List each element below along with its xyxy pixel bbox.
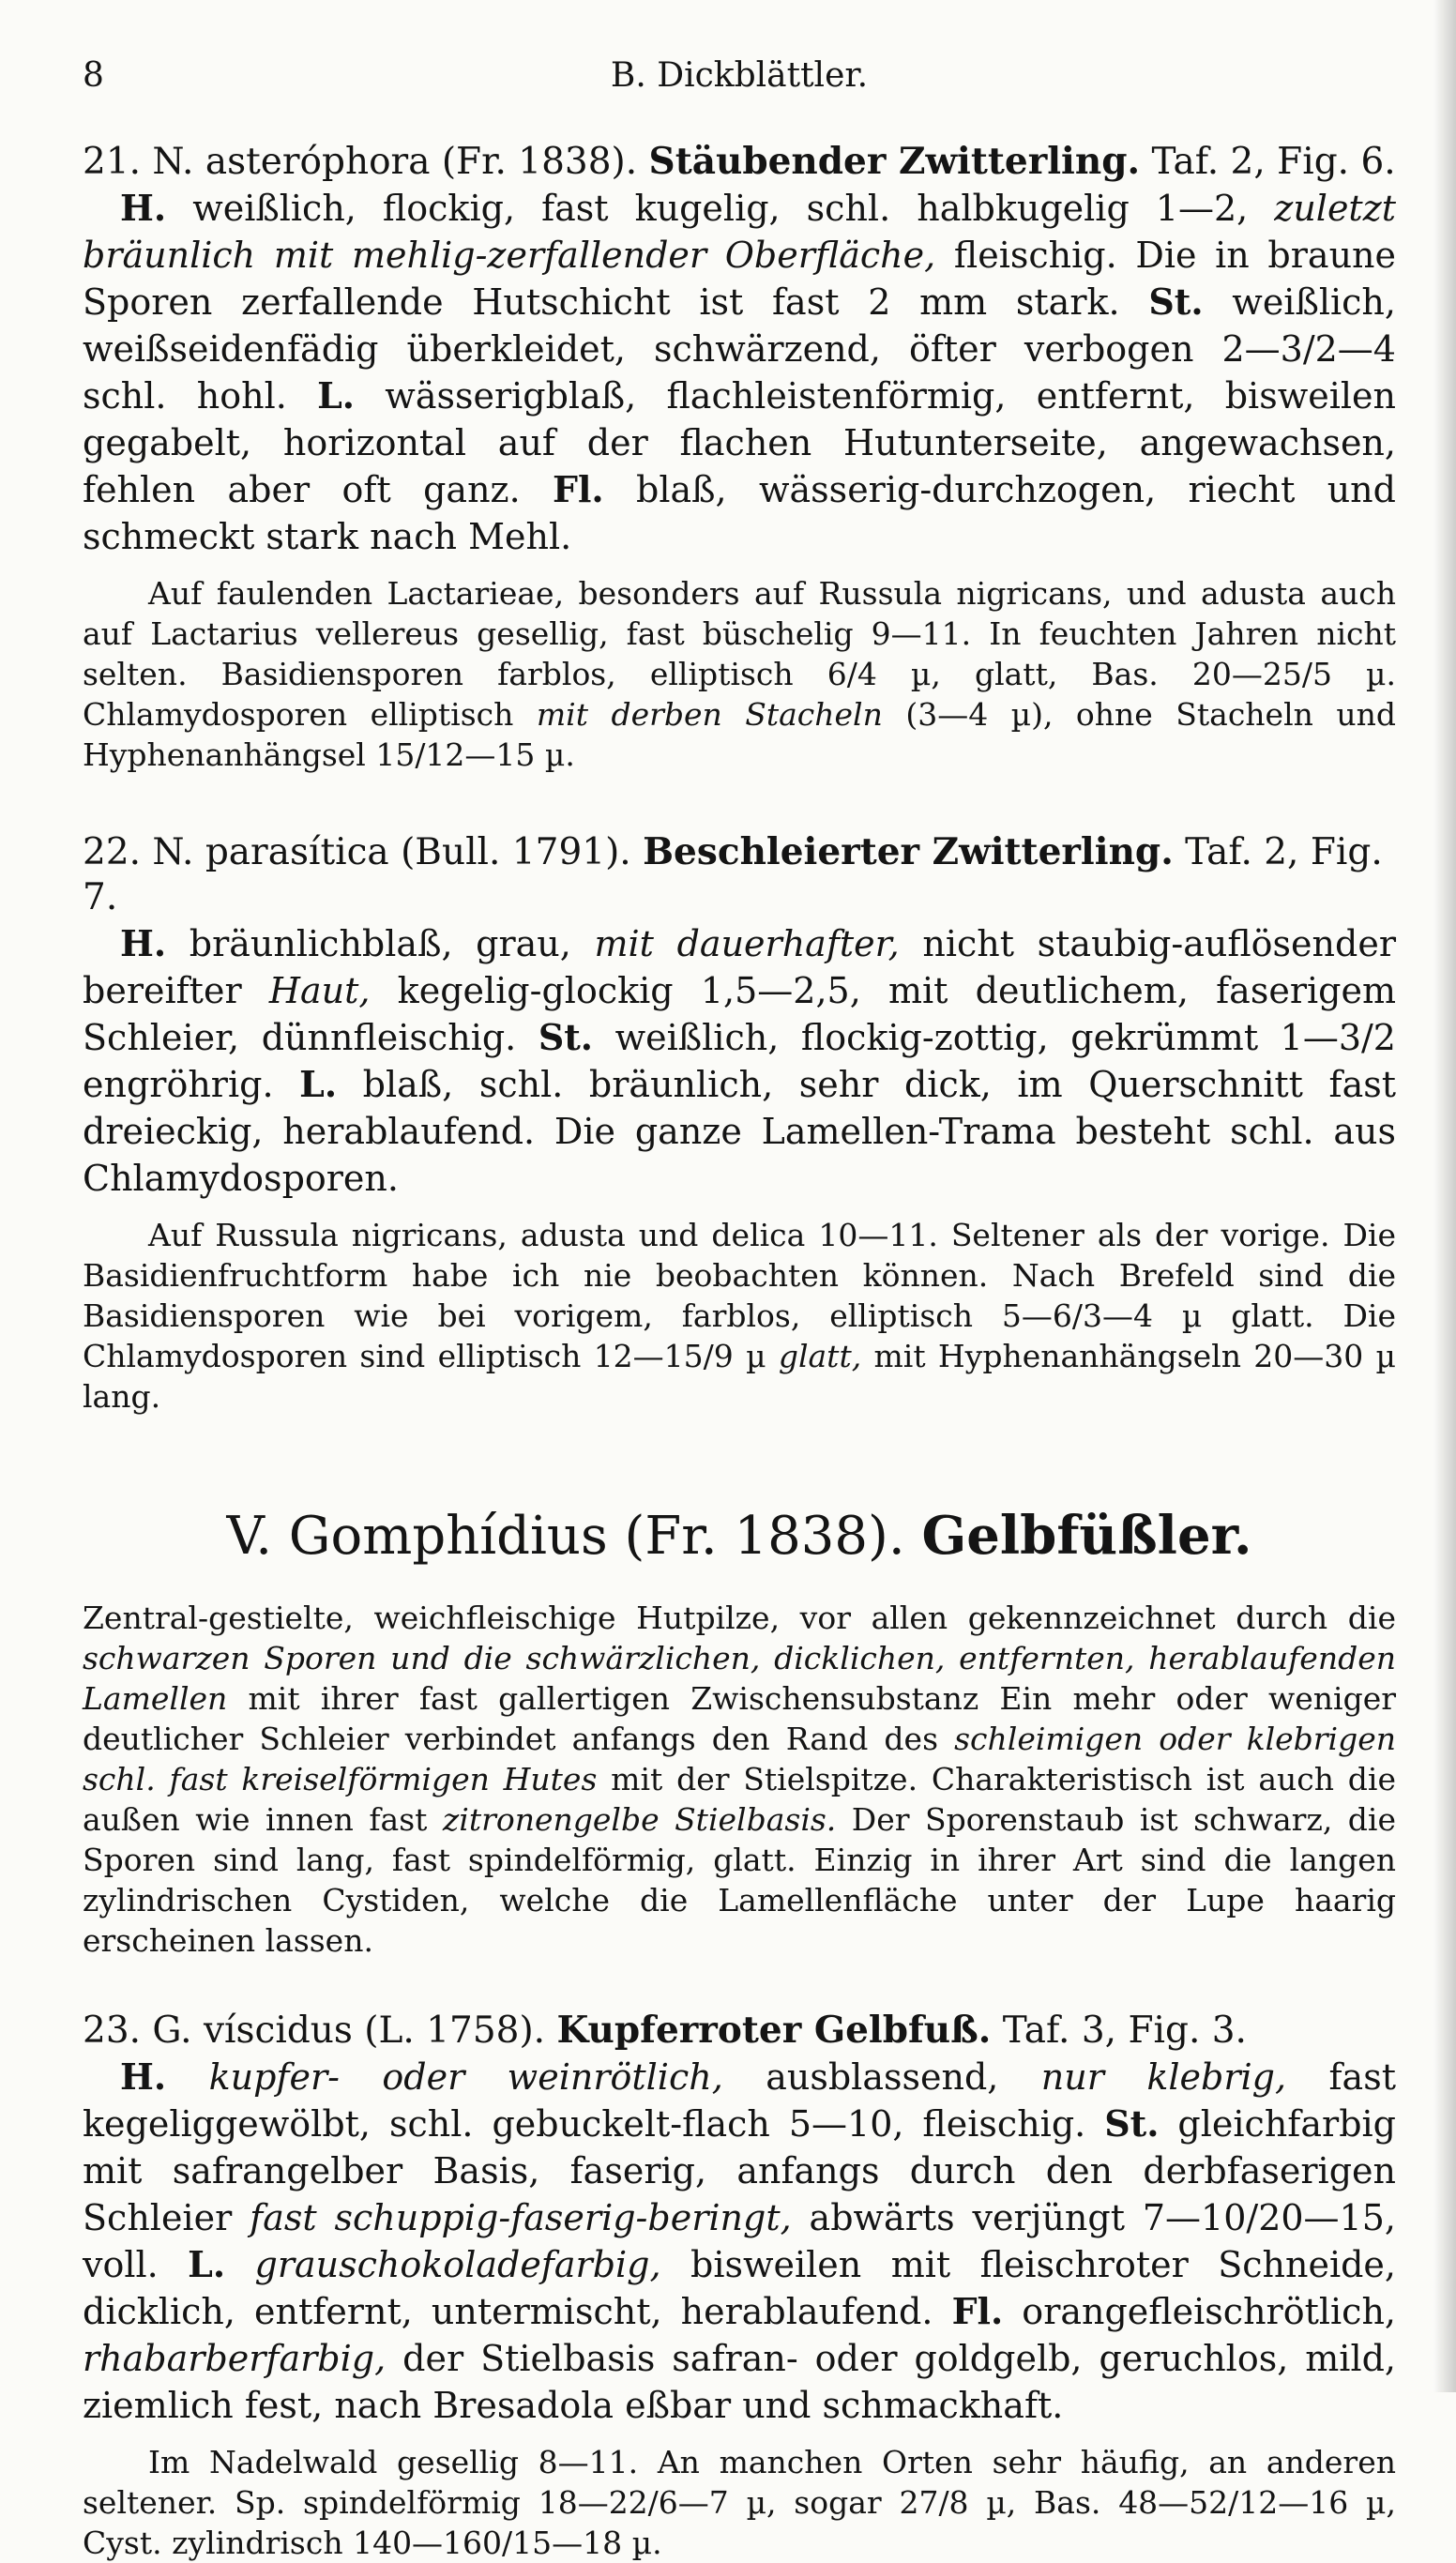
emphasis-text: grauschokoladefarbig, xyxy=(254,2244,661,2285)
body-run: orangefleischrötlich, xyxy=(1003,2291,1396,2332)
emphasis-text: nur klebrig, xyxy=(1040,2056,1287,2098)
body-run: weißlich, flockig-zottig, gekrümmt 1—3/2 engröhrig. xyxy=(83,1017,1396,1105)
body-run xyxy=(225,2244,254,2285)
emphasis-text: kupfer- oder weinrötlich, xyxy=(208,2056,723,2098)
genus-description xyxy=(83,1598,1396,1961)
emphasis-text: mit derben Stacheln xyxy=(536,696,883,733)
body-run: mit der Stielspitze. Charakteristisch ist auch die außen wie innen fast xyxy=(83,1761,1396,1838)
entry-note-21 xyxy=(83,573,1396,775)
entry-common-name: Kupferroter Gelbfuß. xyxy=(556,2009,992,2052)
body-run: mit Hyphenanhängseln 20—30 µ lang. xyxy=(83,1338,1396,1415)
emphasis-text: schleimigen oder klebrigen schl. fast kreiselförmigen Hutes xyxy=(83,1721,1397,1797)
entry-note-23 xyxy=(83,2442,1396,2563)
field-label: L. xyxy=(299,1063,338,1105)
running-title: B. Dickblättler. xyxy=(610,56,869,95)
field-label: L. xyxy=(188,2243,226,2285)
body-run xyxy=(166,2056,208,2098)
entry-description-22 xyxy=(83,920,1396,1202)
emphasis-text: Haut, xyxy=(268,970,371,1011)
entry-plate-ref: Taf. 3, Fig. 3. xyxy=(1002,2009,1247,2052)
entry-plate-ref: Taf. 2, Fig. 7. xyxy=(83,831,1383,918)
body-run: Der Sporenstaub ist schwarz, die Sporen sind lang, fast spindelförmig, glatt. Einzig in ihrer Art sind die langen zylindrischen Cystiden, welche die Lamellenfläche unter der Lupe haarig erscheinen lassen. xyxy=(83,1801,1396,1959)
body-run: fast kegeliggewölbt, schl. gebuckelt-flach 5—10, fleischig. xyxy=(83,2056,1396,2145)
field-label: St. xyxy=(538,1016,594,1058)
entry-title-23 xyxy=(83,2008,1396,2054)
emphasis-text: mit dauerhafter, xyxy=(594,923,900,964)
entry-title-22 xyxy=(83,829,1396,920)
body-run: nicht staubig-auflösender bereifter xyxy=(83,923,1396,1011)
body-run: mit ihrer fast gallertigen Zwischensubstanz Ein mehr oder weniger deutlicher Schleier verbindet anfangs den Rand des xyxy=(83,1680,1396,1757)
entry-number-name: 23. G. víscidus (L. 1758). xyxy=(83,2009,546,2052)
body-run: blaß, wässerig-durchzogen, riecht und schmeckt stark nach Mehl. xyxy=(83,469,1396,557)
running-head xyxy=(83,56,1396,101)
body-run: weißlich, weißseidenfädig überkleidet, schwärzend, öfter verbogen 2—3/2—4 schl. hohl. xyxy=(83,281,1396,417)
body-run: bisweilen mit fleischroter Schneide, dicklich, entfernt, untermischt, herablaufend. xyxy=(83,2244,1396,2332)
entry-note-22 xyxy=(83,1215,1396,1417)
emphasis-text: zuletzt bräunlich mit mehlig-zerfallender Oberfläche, xyxy=(83,188,1396,276)
field-label: St. xyxy=(1104,2102,1160,2145)
field-label: H. xyxy=(120,2055,167,2098)
body-run: (3—4 µ), ohne Stacheln und Hyphenanhängsel 15/12—15 µ. xyxy=(83,696,1396,773)
emphasis-text: glatt, xyxy=(778,1338,862,1374)
body-run: fleischig. Die in braune Sporen zerfallende Hutschicht ist fast 2 mm stark. xyxy=(83,235,1397,323)
page-edge-shadow xyxy=(1433,0,1456,2392)
genus-heading-common: Gelbfüßler. xyxy=(921,1505,1252,1567)
body-run: Auf faulenden Lactarieae, besonders auf Russula nigricans, und adusta auch auf Lactarius vellereus gesellig, fast büschelig 9—11. In feuchten Jahren nicht selten. Basidiensporen farblos, elliptisch 6/4 µ, glatt, Bas. 20—25/5 µ. Chlamydosporen elliptisch xyxy=(83,575,1396,733)
entry-common-name: Beschleierter Zwitterling. xyxy=(643,830,1174,873)
body-run: Auf Russula nigricans, adusta und delica 10—11. Seltener als der vorige. Die Basidienfruchtform habe ich nie beobachten können. Nach Brefeld sind die Basidiensporen wie bei vorigem, farblos, elliptisch 5—6/3—4 µ glatt. Die Chlamydosporen sind elliptisch 12—15/9 µ xyxy=(83,1217,1396,1374)
body-run: der Stielbasis safran- oder goldgelb, geruchlos, mild, ziemlich fest, nach Bresadola eßbar und schmackhaft. xyxy=(83,2338,1396,2426)
body-run: abwärts verjüngt 7—10/20—15, voll. xyxy=(83,2197,1396,2285)
emphasis-text: zitronengelbe Stielbasis. xyxy=(442,1801,837,1838)
field-label: St. xyxy=(1148,281,1204,323)
body-run: Im Nadelwald gesellig 8—11. An manchen Orten sehr häufig, an anderen seltener. Sp. spindelförmig 18—22/6—7 µ, sogar 27/8 µ, Bas. 48—52/12—16 µ, Cyst. zylindrisch 140—160/15—18 µ. xyxy=(83,2444,1396,2561)
field-label: Fl. xyxy=(553,468,604,510)
book-page xyxy=(83,56,1397,2561)
entry-plate-ref: Taf. 2, Fig. 6. xyxy=(1151,141,1396,183)
body-run: kegelig-glockig 1,5—2,5, mit deutlichem, faserigem Schleier, dünnfleischig. xyxy=(83,970,1396,1058)
body-run: weißlich, flockig, fast kugelig, schl. halbkugelig 1—2, xyxy=(166,188,1275,229)
body-run: blaß, schl. bräunlich, sehr dick, im Querschnitt fast dreieckig, herablaufend. Die ganze Lamellen-Trama besteht schl. aus Chlamydosporen. xyxy=(83,1064,1396,1199)
body-run: wässerigblaß, flachleistenförmig, entfernt, bisweilen gegabelt, horizontal auf der flachen Hutunterseite, angewachsen, fehlen aber oft ganz. xyxy=(83,375,1396,510)
field-label: H. xyxy=(120,187,167,229)
field-label: L. xyxy=(317,374,356,417)
entry-description-23 xyxy=(83,2054,1396,2429)
entry-title-21 xyxy=(83,139,1396,185)
body-run: bräunlichblaß, grau, xyxy=(166,923,595,964)
emphasis-text: fast schuppig-faserig-beringt, xyxy=(250,2197,792,2238)
genus-heading-latin: V. Gomphídius (Fr. 1838). xyxy=(226,1506,905,1567)
body-run: gleichfarbig mit safrangelber Basis, faserig, anfangs durch den derbfaserigen Schleier xyxy=(83,2103,1396,2238)
emphasis-text: schwarzen Sporen und die schwärzlichen, dicklichen, entfernten, herablaufenden Lamellen xyxy=(83,1640,1396,1717)
entry-description-21 xyxy=(83,185,1396,560)
page-number: 8 xyxy=(83,56,104,95)
field-label: Fl. xyxy=(951,2290,1004,2332)
entry-number-name: 22. N. parasítica (Bull. 1791). xyxy=(83,831,631,873)
field-label: H. xyxy=(120,922,167,964)
entry-common-name: Stäubender Zwitterling. xyxy=(648,140,1141,183)
entry-number-name: 21. N. asteróphora (Fr. 1838). xyxy=(83,141,638,183)
emphasis-text: rhabarberfarbig, xyxy=(83,2338,387,2379)
genus-heading xyxy=(83,1503,1396,1570)
body-run: Zentral-gestielte, weichfleischige Hutpilze, vor allen gekennzeichnet durch die xyxy=(83,1600,1396,1636)
body-run: ausblassend, xyxy=(722,2056,1041,2098)
